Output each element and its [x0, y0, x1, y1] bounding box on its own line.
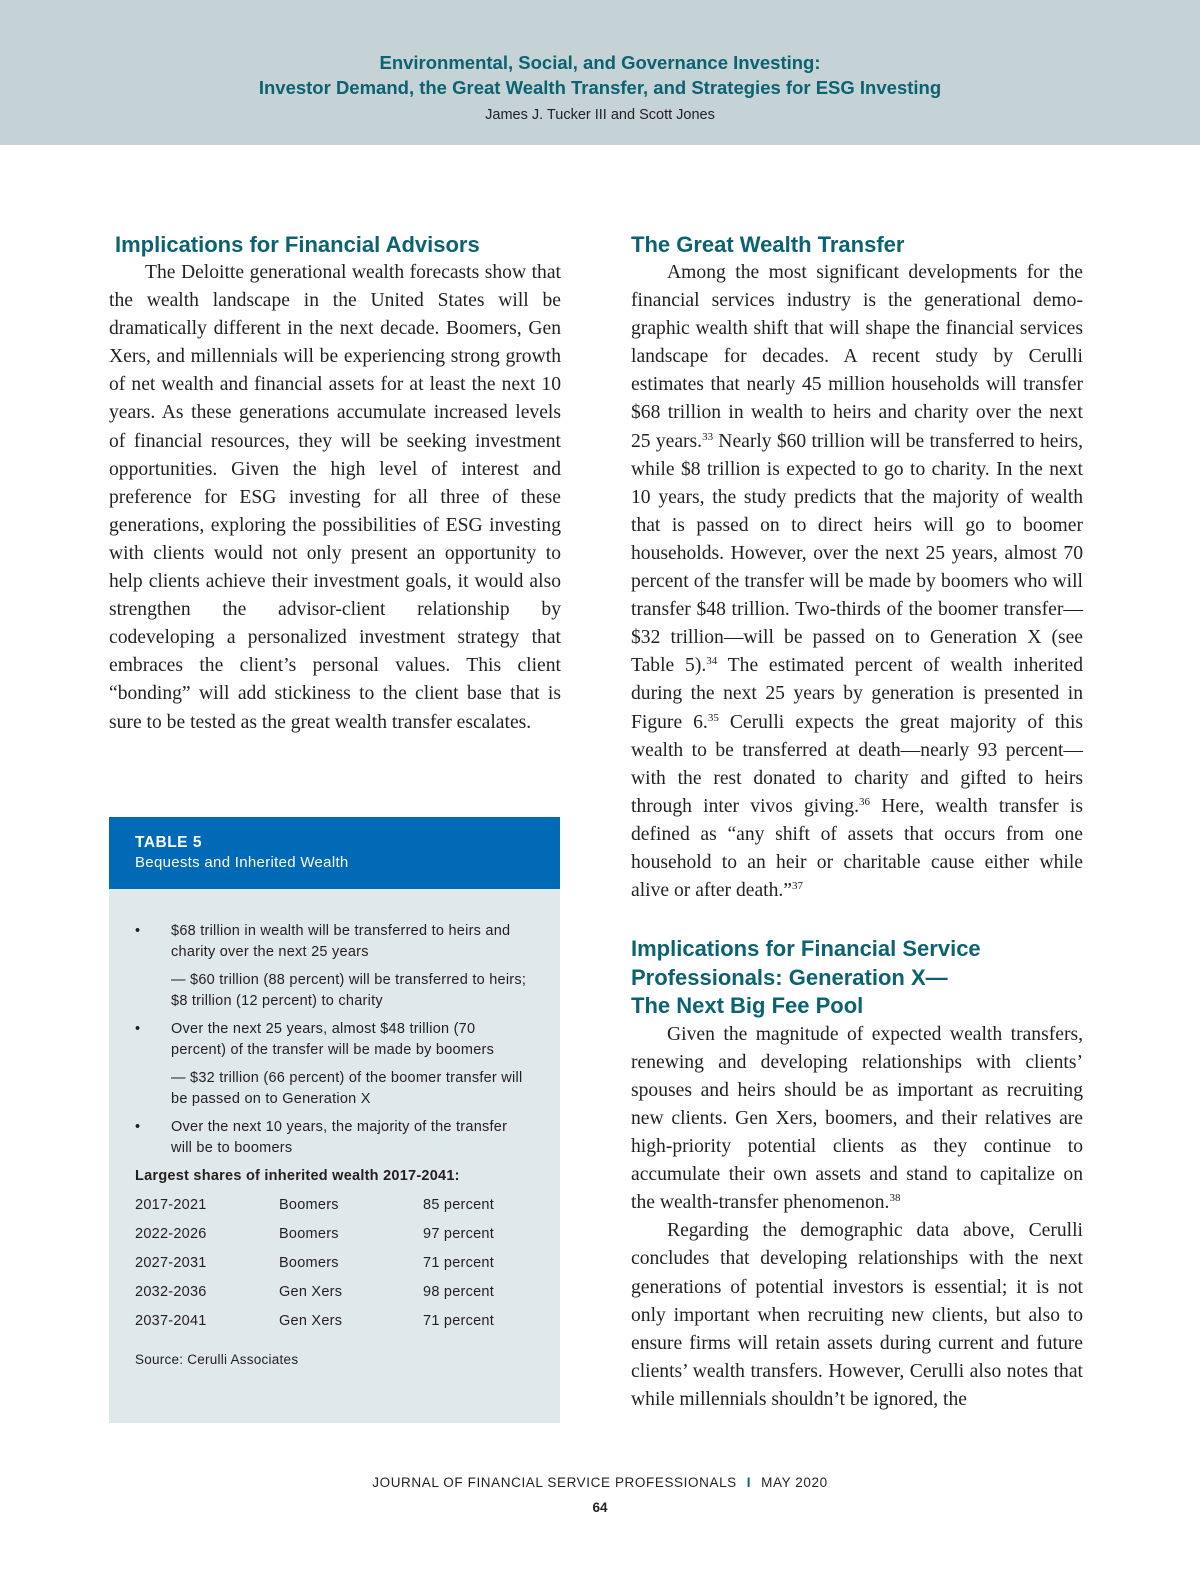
- table-row: [109, 1253, 560, 1282]
- bullet-text: Over the next 25 years, almost $48 trillion (70 percent) of the transfer will be made by boomers: [171, 1021, 495, 1058]
- bullet-text: $68 trillion in wealth will be transferred to heirs and charity over the next 25 years: [171, 923, 511, 960]
- text-run: Among the most significant developments for the financial services industry is the generational demographic wealth shift that will shape the financial services landscape for decades. A recent study by Cerulli estimates that nearly 45 million households will transfer $68 trillion in wealth to heirs and charity over the next 25 years.: [631, 262, 1083, 452]
- row-share: 98 percent: [423, 1283, 495, 1300]
- page-number: 64: [592, 1500, 608, 1515]
- text-run: The estimated percent of wealth inherited during the next 25 years by generation is presented in Figure 6.: [631, 655, 1083, 733]
- cerulli-paragraph: Regarding the demographic data above, Cerulli concludes that developing relationships with the next generations of potential investors is essential; it is not only important when recruiting new clients, but also to ensure firms will retain assets during current and future clients’ wealth transfers. However, Cerulli also notes that while millennials shouldn’t be ignored, the: [631, 1220, 1083, 1410]
- list-item: [109, 921, 560, 962]
- section-heading-wealth-transfer: The Great Wealth Transfer: [631, 232, 905, 257]
- section-heading-advisors: Implications for Financial Advisors: [115, 232, 480, 257]
- table-row: [109, 1282, 560, 1311]
- footnote-ref: 34: [706, 655, 718, 668]
- table-row: [109, 1311, 560, 1340]
- issue-date: MAY 2020: [761, 1475, 828, 1490]
- table-5-caption: Bequests and Inherited Wealth: [135, 854, 349, 871]
- page-footer: [0, 1475, 1200, 1490]
- table-row: [109, 1224, 560, 1253]
- row-period: 2032-2036: [135, 1283, 207, 1300]
- text-run: Cerulli expects the great majority of this wealth to be transferred at death—nearly 93 percent—with the rest donated to charity and gifted to heirs through inter vivos giving.: [631, 711, 1084, 817]
- advisors-paragraph: The Deloitte generational wealth forecasts show that the wealth landscape in the United States will be dramatically different in the next decade. Boomers, Gen Xers, and millennials will be experiencing strong growth of net wealth and financial assets for at least the next 10 years. As these generations accumulate increased levels of financial resources, they will be seeking investment opportunities. Given the high level of interest and preference for ESG investing for all three of these generations, exploring the possibilities of ESG investing with clients would not only present an opportunity to help clients achieve their investment goals, it would also strengthen the advisor-client relationship by codeveloping a personalized investment strategy that embraces the client’s personal values. This client “bonding” will add stickiness to the client base that is sure to be tested as the great wealth transfer escalates.: [109, 262, 561, 733]
- table-row: [109, 1195, 560, 1224]
- row-share: 71 percent: [423, 1254, 495, 1271]
- bullet-icon: •: [135, 1119, 141, 1135]
- row-period: 2027-2031: [135, 1254, 207, 1271]
- row-share: 97 percent: [423, 1225, 495, 1242]
- article-authors: James J. Tucker III and Scott Jones: [485, 107, 715, 123]
- sub-item: — $32 trillion (66 percent) of the boomer transfer will be passed on to Generation X: [171, 1070, 523, 1107]
- footnote-ref: 38: [889, 1192, 901, 1205]
- row-generation: Gen Xers: [279, 1312, 343, 1329]
- table-5-header: [109, 817, 560, 889]
- footnote-ref: 35: [707, 711, 719, 724]
- table-5-box: [109, 817, 560, 1423]
- table-source: Source: Cerulli Associates: [135, 1351, 299, 1367]
- row-generation: Boomers: [279, 1196, 339, 1213]
- text-run: Nearly $60 trillion will be transferred to heirs, while $8 trillion is expected to go to charity. In the next 10 years, the study predicts that the majority of wealth that is passed on to direct heirs will go to boomer households. However, over the next 25 years, almost 70 percent of the transfer will be made by boomers who will transfer $48 trillion. Two-thirds of the boomer transfer—$32 trillion—will be passed on to Generation X (see Table 5).: [631, 430, 1083, 677]
- right-column: [631, 231, 1083, 1414]
- article-title-line1: Environmental, Social, and Governance Investing:: [379, 52, 821, 73]
- generation-x-paragraph: [631, 1021, 1083, 1218]
- heading-line: Implications for Financial Service: [631, 936, 981, 962]
- text-run: Given the magnitude of expected wealth transfers, renewing and developing relationships with clients’ spouses and heirs should be as important as recruiting new clients. Gen Xers, boomers, and their relatives are high-priority potential clients as they continue to accumulate their own assets and stand to capitalize on the wealth-transfer phenomenon.: [631, 1023, 1083, 1214]
- list-item: [109, 1019, 560, 1060]
- sub-item: — $60 trillion (88 percent) will be transferred to heirs; $8 trillion (12 percent) to charity: [171, 972, 527, 1009]
- footnote-ref: 37: [792, 880, 804, 893]
- article-title-line2: Investor Demand, the Great Wealth Transfer, and Strategies for ESG Investing: [258, 77, 942, 98]
- shares-title: Largest shares of inherited wealth 2017-2041:: [135, 1168, 460, 1184]
- row-generation: Gen Xers: [279, 1283, 343, 1300]
- row-generation: Boomers: [279, 1225, 339, 1242]
- section-heading-generation-x: [631, 935, 1083, 1021]
- table-5-body: [109, 921, 560, 1370]
- row-share: 85 percent: [423, 1196, 495, 1213]
- section-generation-x: [631, 935, 1083, 1414]
- left-column: [109, 231, 561, 737]
- bullet-icon: •: [135, 923, 141, 939]
- page-header: [0, 0, 1200, 145]
- row-share: 71 percent: [423, 1312, 495, 1329]
- row-period: 2017-2021: [135, 1196, 207, 1213]
- row-period: 2037-2041: [135, 1312, 207, 1329]
- heading-line: The Next Big Fee Pool: [631, 993, 864, 1019]
- list-item: [109, 1117, 560, 1158]
- row-period: 2022-2026: [135, 1225, 207, 1242]
- footer-separator: I: [746, 1475, 752, 1490]
- journal-name: JOURNAL OF FINANCIAL SERVICE PROFESSIONALS: [372, 1475, 737, 1490]
- wealth-transfer-paragraph: [631, 259, 1083, 905]
- bullet-icon: •: [135, 1021, 141, 1037]
- heading-line: Professionals: Generation X—: [631, 964, 948, 990]
- footnote-ref: 33: [702, 430, 714, 443]
- bullet-text: Over the next 10 years, the majority of the transfer will be to boomers: [171, 1119, 508, 1156]
- table-5-label: TABLE 5: [135, 834, 202, 851]
- text-run: Here, wealth transfer is defined as “any shift of assets that occurs from one household to an heir or charitable cause either while alive or after death.”: [631, 795, 1083, 902]
- footnote-ref: 36: [858, 795, 870, 808]
- row-generation: Boomers: [279, 1254, 339, 1271]
